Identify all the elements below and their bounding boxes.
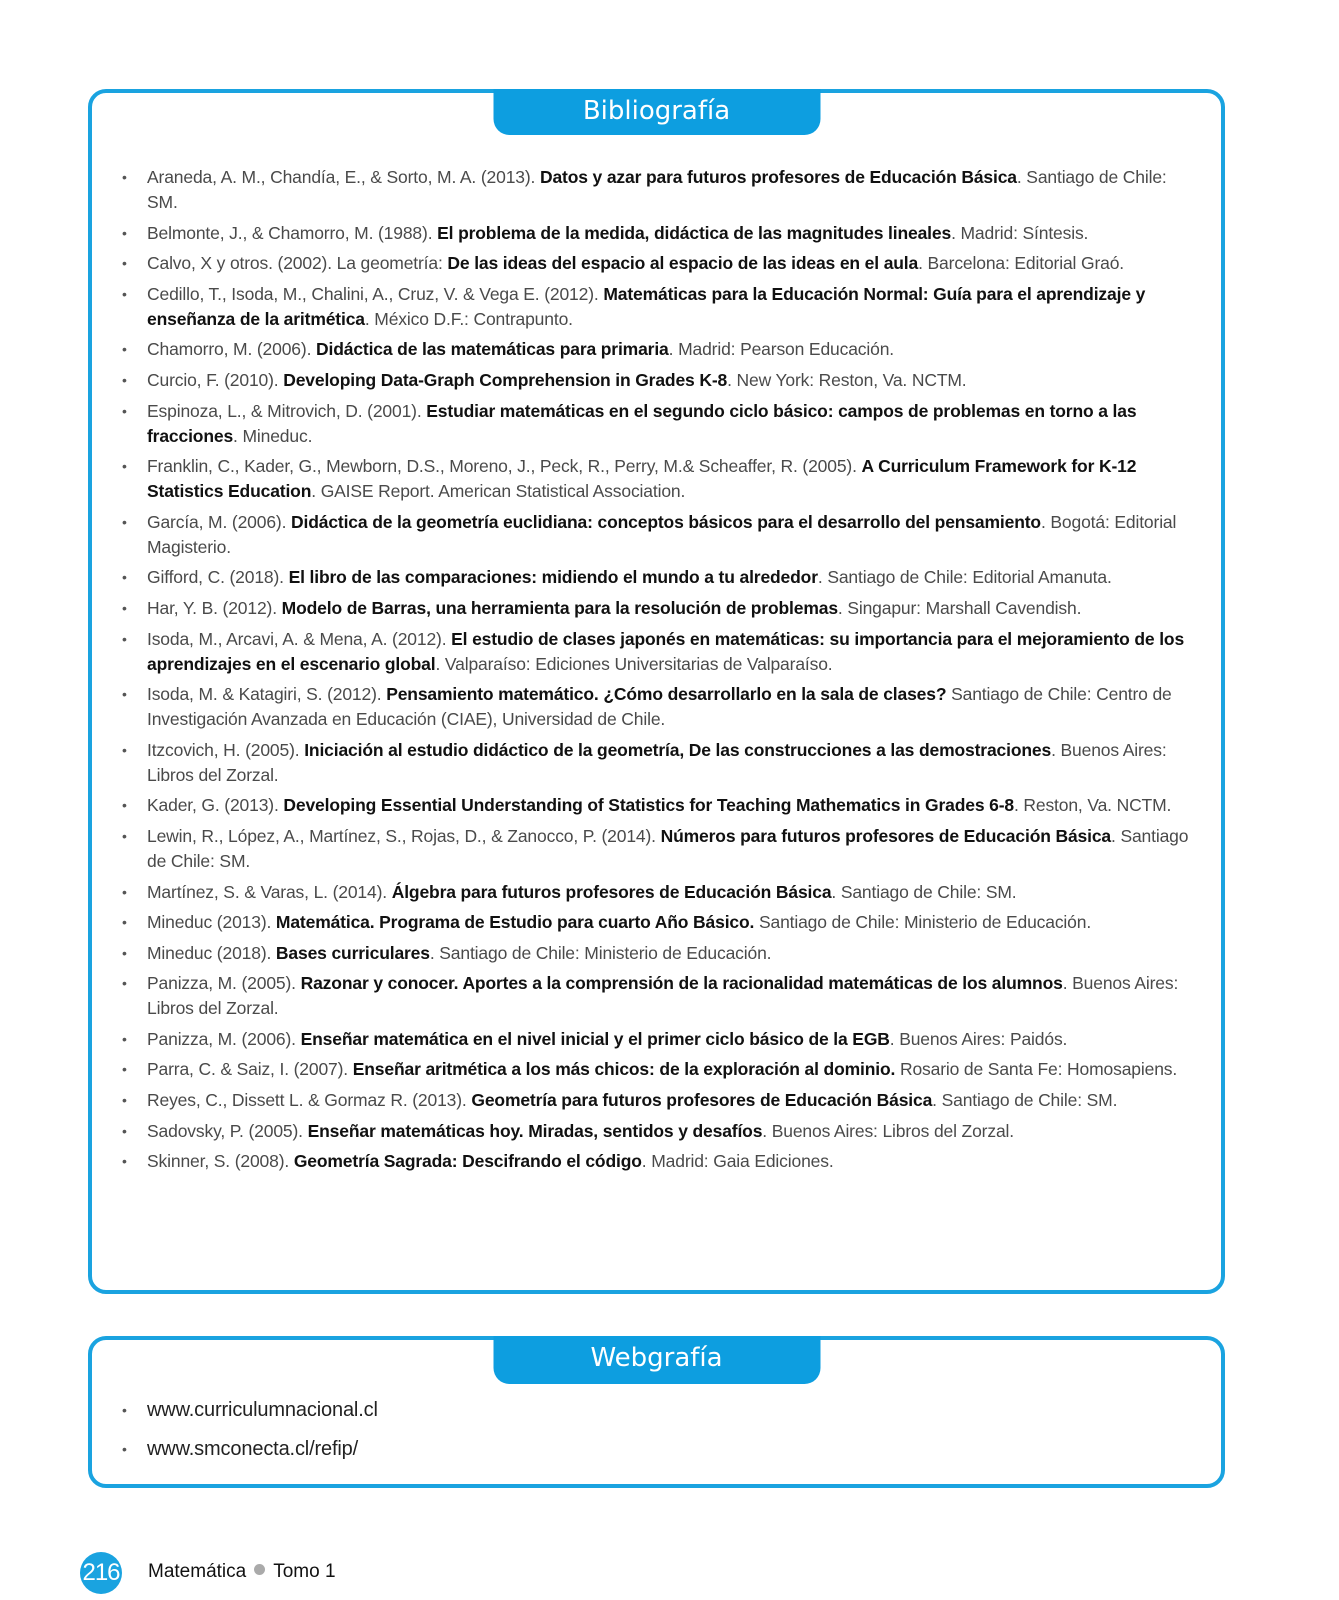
footer-volume: Tomo 1 [273,1561,336,1582]
reference-item: • Gifford, C. (2018). El libro de las comparaciones: midiendo el mundo a tu alrededor. Santiago de Chile: Editorial Amanuta. [120,565,1191,590]
webography-section [88,1336,1225,1488]
reference-item: • Araneda, A. M., Chandía, E., & Sorto, M. A. (2013). Datos y azar para futuros profesores de Educación Básica. Santiago de Chile: SM. [120,165,1191,215]
bibliography-title: Bibliografía [493,89,820,135]
reference-item: • Reyes, C., Dissett L. & Gormaz R. (2013). Geometría para futuros profesores de Educación Básica. Santiago de Chile: SM. [120,1088,1191,1113]
reference-item: • Martínez, S. & Varas, L. (2014). Álgebra para futuros profesores de Educación Básica. Santiago de Chile: SM. [120,880,1191,905]
reference-item: • Parra, C. & Saiz, I. (2007). Enseñar aritmética a los más chicos: de la exploración al dominio. Rosario de Santa Fe: Homosapiens. [120,1057,1191,1082]
bibliography-list [120,165,1191,1180]
reference-item: • Panizza, M. (2006). Enseñar matemática en el nivel inicial y el primer ciclo básico de la EGB. Buenos Aires: Paidós. [120,1027,1191,1052]
footer-text [148,1561,336,1583]
bibliography-section [88,89,1225,1294]
reference-item: • Calvo, X y otros. (2002). La geometría: De las ideas del espacio al espacio de las ideas en el aula. Barcelona: Editorial Graó. [120,251,1191,276]
reference-item: • Sadovsky, P. (2005). Enseñar matemáticas hoy. Miradas, sentidos y desafíos. Buenos Aires: Libros del Zorzal. [120,1119,1191,1144]
reference-item: • Curcio, F. (2010). Developing Data-Graph Comprehension in Grades K-8. New York: Reston, Va. NCTM. [120,368,1191,393]
web-link[interactable]: • www.smconecta.cl/refip/ [120,1435,1191,1463]
separator-dot-icon [254,1564,265,1575]
footer-subject: Matemática [148,1561,247,1582]
reference-item: • Mineduc (2013). Matemática. Programa de Estudio para cuarto Año Básico. Santiago de Chile: Ministerio de Educación. [120,910,1191,935]
reference-item: • Belmonte, J., & Chamorro, M. (1988). El problema de la medida, didáctica de las magnitudes lineales. Madrid: Síntesis. [120,221,1191,246]
reference-item: • Isoda, M., Arcavi, A. & Mena, A. (2012). El estudio de clases japonés en matemáticas: su importancia para el mejoramiento de los aprendizajes en el escenario global. Valparaíso: Ediciones Universitarias de Valparaíso. [120,627,1191,677]
page-number: 216 [80,1552,122,1594]
reference-item: • Franklin, C., Kader, G., Mewborn, D.S., Moreno, J., Peck, R., Perry, M.& Scheaffer, R. (2005). A Curriculum Framework for K-12 Statistics Education. GAISE Report. American Statistical Association. [120,454,1191,504]
web-link[interactable]: • www.curriculumnacional.cl [120,1396,1191,1424]
webography-title: Webgrafía [493,1336,820,1384]
reference-item: • Lewin, R., López, A., Martínez, S., Rojas, D., & Zanocco, P. (2014). Números para futuros profesores de Educación Básica. Santiago de Chile: SM. [120,824,1191,874]
reference-item: • Itzcovich, H. (2005). Iniciación al estudio didáctico de la geometría, De las construcciones a las demostraciones. Buenos Aires: Libros del Zorzal. [120,738,1191,788]
reference-item: • Cedillo, T., Isoda, M., Chalini, A., Cruz, V. & Vega E. (2012). Matemáticas para la Educación Normal: Guía para el aprendizaje y enseñanza de la aritmética. México D.F.: Contrapunto. [120,282,1191,332]
reference-item: • Har, Y. B. (2012). Modelo de Barras, una herramienta para la resolución de problemas. Singapur: Marshall Cavendish. [120,596,1191,621]
reference-item: • Espinoza, L., & Mitrovich, D. (2001). Estudiar matemáticas en el segundo ciclo básico: campos de problemas en torno a las fracciones. Mineduc. [120,399,1191,449]
reference-item: • García, M. (2006). Didáctica de la geometría euclidiana: conceptos básicos para el desarrollo del pensamiento. Bogotá: Editorial Magisterio. [120,510,1191,560]
reference-item: • Skinner, S. (2008). Geometría Sagrada: Descifrando el código. Madrid: Gaia Ediciones. [120,1149,1191,1174]
reference-item: • Kader, G. (2013). Developing Essential Understanding of Statistics for Teaching Mathematics in Grades 6-8. Reston, Va. NCTM. [120,793,1191,818]
reference-item: • Isoda, M. & Katagiri, S. (2012). Pensamiento matemático. ¿Cómo desarrollarlo en la sala de clases? Santiago de Chile: Centro de Investigación Avanzada en Educación (CIAE), Universidad de Chile. [120,682,1191,732]
reference-item: • Chamorro, M. (2006). Didáctica de las matemáticas para primaria. Madrid: Pearson Educación. [120,337,1191,362]
webography-list [120,1396,1191,1474]
reference-item: • Mineduc (2018). Bases curriculares. Santiago de Chile: Ministerio de Educación. [120,941,1191,966]
reference-item: • Panizza, M. (2005). Razonar y conocer. Aportes a la comprensión de la racionalidad matemáticas de los alumnos. Buenos Aires: Libros del Zorzal. [120,971,1191,1021]
